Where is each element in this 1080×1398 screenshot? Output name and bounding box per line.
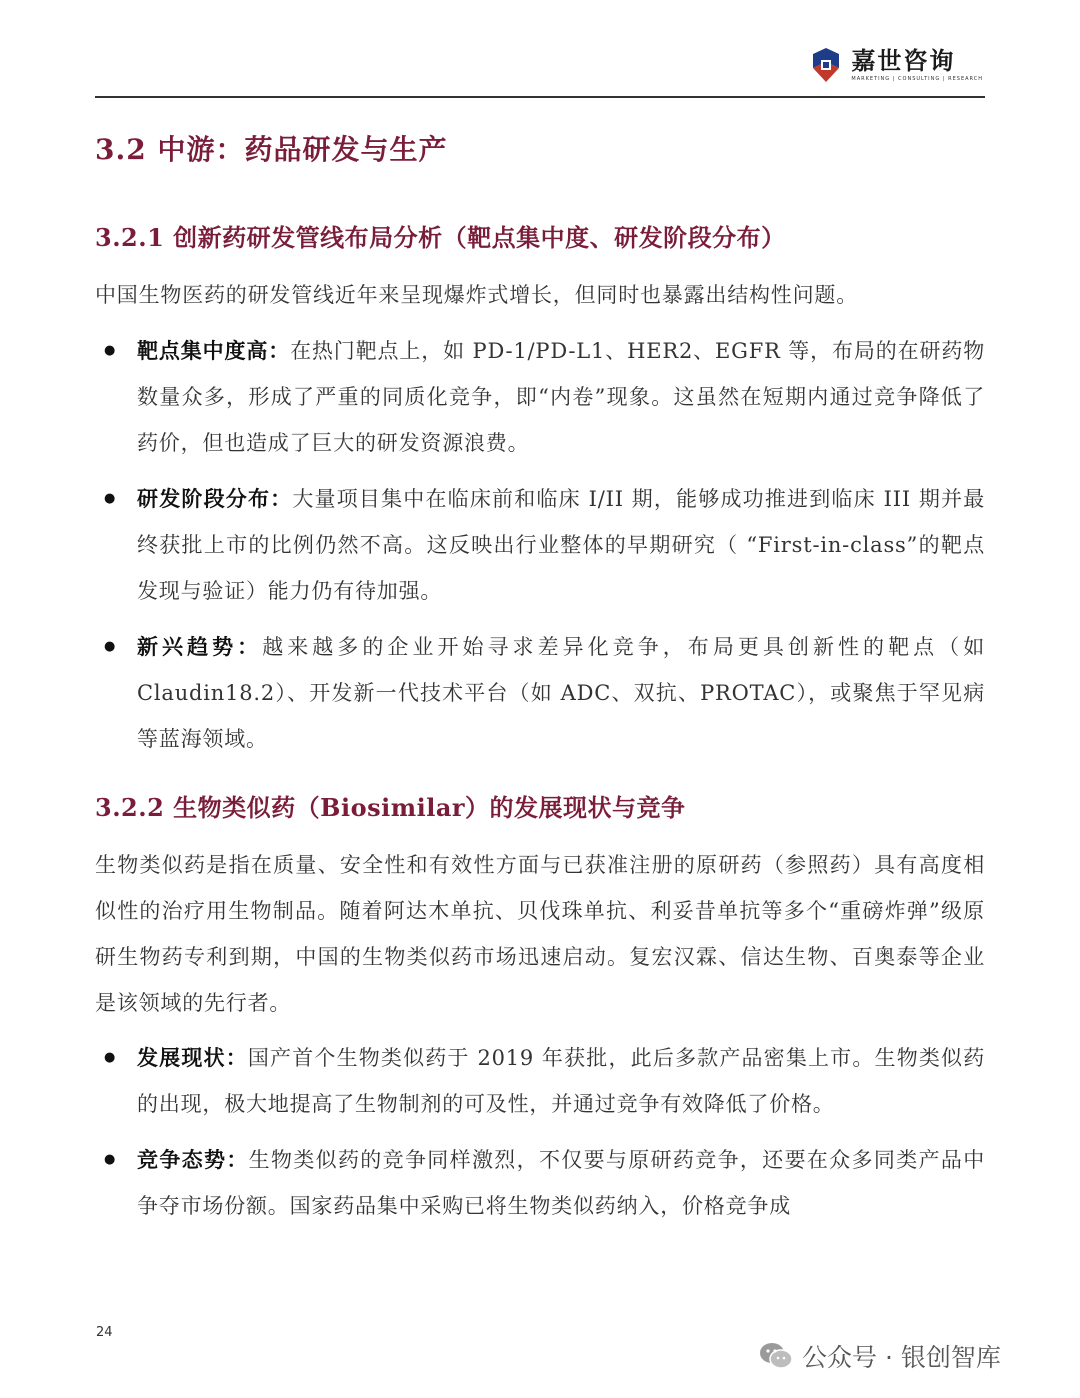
bullet-text: 大量项目集中在临床前和临床 I/II 期，能够成功推进到临床 III 期并最终获批上市的比例仍然不高。这反映出行业整体的早期研究（ “First-in-class”的靶点发现与验证）能力仍有待加强。: [137, 487, 985, 603]
subsection-2-bullets: [95, 1035, 985, 1229]
bullet-item: [95, 1035, 985, 1127]
bullet-text: 越来越多的企业开始寻求差异化竞争，布局更具创新性的靶点（如 Claudin18.2）、开发新一代技术平台（如 ADC、双抗、PROTAC），或聚焦于罕见病等蓝海领域。: [137, 635, 985, 751]
section-title: 3.2 中游：药品研发与生产: [95, 133, 448, 166]
wechat-icon: [758, 1340, 794, 1372]
bullet-term: 研发阶段分布：: [137, 486, 293, 511]
logo-tagline: MARKETING | CONSULTING | RESEARCH: [851, 76, 983, 82]
subsection-title-1: 3.2.1 创新药研发管线布局分析（靶点集中度、研发阶段分布）: [95, 223, 786, 252]
watermark-text: 公众号 · 银创智库: [802, 1343, 1001, 1372]
company-logo: [809, 48, 983, 82]
page-header: [95, 40, 985, 98]
bullet-item: [95, 476, 985, 614]
watermark: [758, 1338, 1001, 1374]
bullet-text: 国产首个生物类似药于 2019 年获批，此后多款产品密集上市。生物类似药的出现，极大地提高了生物制剂的可及性，并通过竞争有效降低了价格。: [137, 1046, 986, 1116]
bullet-text: 在热门靶点上，如 PD-1/PD-L1、HER2、EGFR 等，布局的在研药物数量众多，形成了严重的同质化竞争，即“内卷”现象。这虽然在短期内通过竞争降低了药价，但也造成了巨大的研发资源浪费。: [137, 339, 985, 455]
subsection-2-intro: 生物类似药是指在质量、安全性和有效性方面与已获准注册的原研药（参照药）具有高度相似性的治疗用生物制品。随着阿达木单抗、贝伐珠单抗、利妥昔单抗等多个“重磅炸弹”级原研生物药专利到期，中国的生物类似药市场迅速启动。复宏汉霖、信达生物、百奥泰等企业是该领域的先行者。: [95, 853, 985, 1015]
logo-mark-icon: [809, 48, 843, 82]
bullet-item: [95, 1137, 985, 1229]
page-number: 24: [96, 1325, 113, 1340]
subsection-title-2: 3.2.2 生物类似药（Biosimilar）的发展现状与竞争: [95, 793, 686, 822]
bullet-term: 靶点集中度高：: [137, 338, 291, 363]
logo-name: 嘉世咨询: [851, 47, 956, 75]
bullet-term: 发展现状：: [137, 1045, 248, 1070]
bullet-term: 新兴趋势：: [137, 634, 263, 659]
subsection-1-bullets: [95, 328, 985, 762]
bullet-term: 竞争态势：: [137, 1147, 249, 1172]
bullet-item: [95, 624, 985, 762]
subsection-1-intro: 中国生物医药的研发管线近年来呈现爆炸式增长，但同时也暴露出结构性问题。: [95, 283, 858, 307]
bullet-text: 生物类似药的竞争同样激烈，不仅要与原研药竞争，还要在众多同类产品中争夺市场份额。国家药品集中采购已将生物类似药纳入，价格竞争成: [137, 1148, 985, 1218]
bullet-item: [95, 328, 985, 466]
